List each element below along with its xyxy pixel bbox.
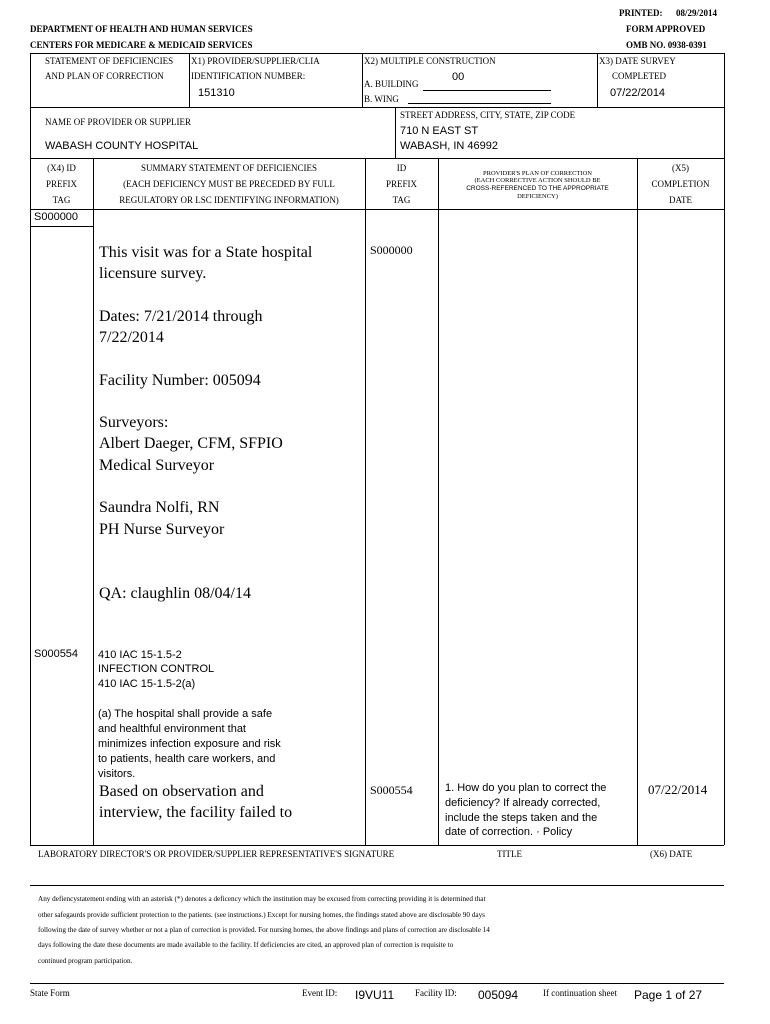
surveyors-label: Surveyors: bbox=[99, 414, 169, 431]
facility-number: Facility Number: 005094 bbox=[99, 372, 261, 389]
printed-label: PRINTED: bbox=[619, 8, 663, 18]
id-header-3: TAG bbox=[392, 195, 411, 205]
state-form-label: State Form bbox=[30, 988, 70, 998]
summary-dates-line1: Dates: 7/21/2014 through bbox=[99, 308, 263, 325]
summary-header-3: REGULATORY OR LSC IDENTIFYING INFORMATION) bbox=[119, 195, 339, 205]
printed-date: 08/29/2014 bbox=[676, 8, 718, 18]
surveyor-2-name: Saundra Nolfi, RN bbox=[99, 499, 220, 516]
provider-name: WABASH COUNTY HOSPITAL bbox=[45, 140, 199, 152]
street-address: 710 N EAST ST bbox=[400, 125, 479, 137]
disclaimer-line5: continued program participation. bbox=[38, 957, 133, 965]
regulation-a-line3: minimizes infection exposure and risk bbox=[98, 738, 281, 750]
title-label: TITLE bbox=[497, 849, 522, 859]
survey-date-value: 07/22/2014 bbox=[610, 87, 666, 99]
disclaimer-line2: other safegaurds provide sufficient protection to the patients. (see instructions.) Except for nursing homes, the findings stated above are disclosable 90 days bbox=[38, 911, 485, 919]
id-tag-1: S000000 bbox=[370, 243, 413, 257]
regulation-line2: INFECTION CONTROL bbox=[98, 663, 215, 675]
summary-header-1: SUMMARY STATEMENT OF DEFICIENCIES bbox=[140, 163, 318, 173]
x5-header-2: COMPLETION bbox=[651, 179, 710, 189]
regulation-a-line5: visitors. bbox=[98, 768, 136, 780]
facility-id-label: Facility ID: bbox=[415, 988, 457, 998]
x5-header-1: (X5) bbox=[672, 163, 689, 173]
page-number: Page 1 of 27 bbox=[634, 988, 703, 1002]
surveyor-1-name: Albert Daeger, CFM, SFPIO bbox=[99, 435, 283, 452]
continuation-label: If continuation sheet bbox=[543, 988, 617, 998]
disclaimer-line3: following the date of survey whether or not a plan of correction is provided. For nursing homes, the above findings and plans of correction are disclosable 14 bbox=[38, 926, 490, 934]
facility-id-value: 005094 bbox=[478, 988, 519, 1002]
plan-header-4: DEFICIENCY) bbox=[517, 193, 558, 200]
event-id-value: I9VU11 bbox=[355, 988, 395, 1002]
id-header-1: ID bbox=[396, 163, 407, 173]
disclaimer-line4: days following the date these documents are made available to the facility. If deficiencies are cited, an approved plan of correction is requisite to bbox=[38, 941, 454, 949]
prefix-tag-2: S000554 bbox=[34, 648, 79, 660]
x1-id-label: IDENTIFICATION NUMBER: bbox=[191, 71, 306, 81]
id-tag-2: S000554 bbox=[370, 783, 413, 797]
plan-header-2: (EACH CORRECTIVE ACTION SHOULD BE bbox=[474, 177, 601, 184]
centers-title: CENTERS FOR MEDICARE & MEDICAID SERVICES bbox=[30, 40, 253, 50]
prefix-tag-1: S000000 bbox=[34, 211, 79, 223]
summary-header-2: (EACH DEFICIENCY MUST BE PRECEDED BY FULL bbox=[123, 179, 335, 189]
qa-line: QA: claughlin 08/04/14 bbox=[99, 585, 251, 602]
finding-line2: interview, the facility failed to bbox=[99, 804, 293, 821]
regulation-line1: 410 IAC 15-1.5-2 bbox=[98, 649, 182, 661]
event-id-label: Event ID: bbox=[302, 988, 338, 998]
form-approved: FORM APPROVED bbox=[626, 24, 706, 34]
address-label: STREET ADDRESS, CITY, STATE, ZIP CODE bbox=[400, 110, 576, 120]
date-label: (X6) DATE bbox=[650, 849, 693, 859]
plan-header-1: PROVIDER'S PLAN OF CORRECTION bbox=[483, 170, 592, 177]
summary-p1-line1: This visit was for a State hospital bbox=[99, 244, 313, 261]
x4-header-1: (X4) ID bbox=[47, 163, 76, 173]
department-title: DEPARTMENT OF HEALTH AND HUMAN SERVICES bbox=[30, 24, 253, 34]
plan-line2: deficiency? If already corrected, bbox=[445, 797, 601, 809]
plan-label: AND PLAN OF CORRECTION bbox=[45, 71, 164, 81]
provider-id-value: 151310 bbox=[198, 87, 235, 99]
plan-line3: include the steps taken and the bbox=[445, 812, 598, 824]
city-state-zip: WABASH, IN 46992 bbox=[400, 140, 499, 152]
x3-label: X3) DATE SURVEY bbox=[599, 56, 676, 66]
x2-label: X2) MULTIPLE CONSTRUCTION bbox=[364, 56, 496, 66]
x5-header-3: DATE bbox=[669, 195, 692, 205]
completion-date: 07/22/2014 bbox=[648, 782, 708, 797]
completed-label: COMPLETED bbox=[612, 71, 666, 81]
regulation-a-line1: (a) The hospital shall provide a safe bbox=[98, 708, 273, 720]
x4-header-2: PREFIX bbox=[45, 179, 77, 189]
signature-label: LABORATORY DIRECTOR'S OR PROVIDER/SUPPLIER REPRESENTATIVE'S SIGNATURE bbox=[38, 849, 395, 859]
finding-line1: Based on observation and bbox=[99, 783, 264, 800]
disclaimer-line1: Any defiencystatement ending with an asterisk (*) denotes a deficency which the institution may be excused from correcting providing it is determined that bbox=[38, 895, 486, 903]
table-top-border bbox=[30, 53, 724, 54]
statement-label: STATEMENT OF DEFICIENCIES bbox=[45, 56, 174, 66]
regulation-a-line2: and healthful environment that bbox=[98, 723, 246, 735]
building-label: A. BUILDING bbox=[364, 79, 419, 89]
id-header-2: PREFIX bbox=[385, 179, 417, 189]
x1-label: X1) PROVIDER/SUPPLIER/CLIA bbox=[191, 56, 320, 66]
x4-header-3: TAG bbox=[52, 195, 71, 205]
plan-line1: 1. How do you plan to correct the bbox=[445, 782, 607, 794]
regulation-a-line4: to patients, health care workers, and bbox=[98, 753, 276, 765]
wing-label: B. WING bbox=[364, 94, 399, 104]
table-right-border bbox=[724, 53, 725, 845]
summary-dates-line2: 7/22/2014 bbox=[99, 329, 164, 346]
surveyor-2-title: PH Nurse Surveyor bbox=[99, 521, 225, 538]
summary-p1-line2: licensure survey. bbox=[99, 265, 207, 282]
surveyor-1-title: Medical Surveyor bbox=[99, 457, 215, 474]
building-value: 00 bbox=[452, 71, 465, 83]
table-bottom-border bbox=[30, 845, 724, 846]
provider-name-label: NAME OF PROVIDER OR SUPPLIER bbox=[45, 117, 192, 127]
regulation-line3: 410 IAC 15-1.5-2(a) bbox=[98, 678, 196, 690]
plan-line4: date of correction. · Policy bbox=[445, 826, 573, 838]
omb-number: OMB NO. 0938-0391 bbox=[626, 40, 707, 50]
plan-header-3: CROSS-REFERENCED TO THE APPROPRIATE bbox=[466, 185, 609, 192]
